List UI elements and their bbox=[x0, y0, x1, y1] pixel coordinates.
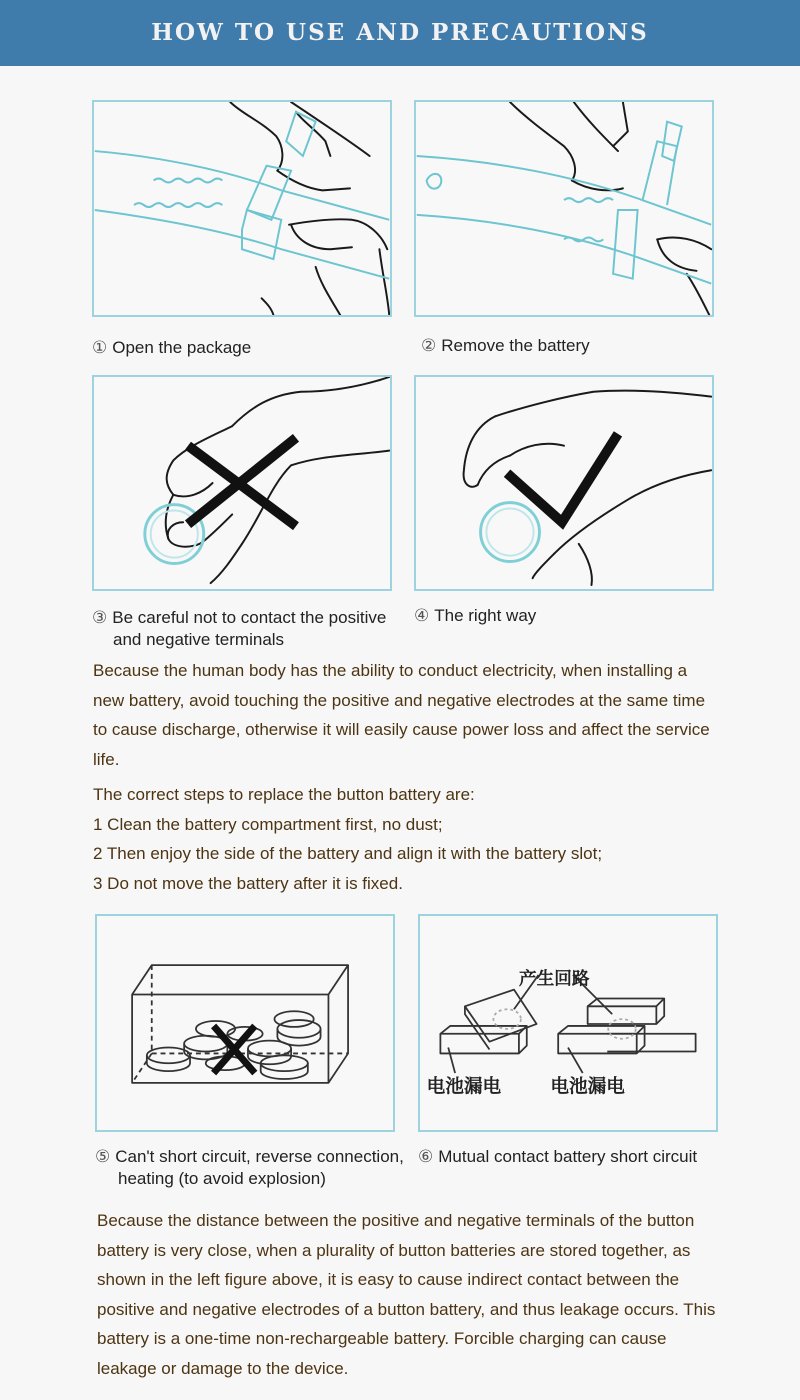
circuit-label: 产生回路 bbox=[518, 969, 590, 990]
storage-warning-paragraph: Because the distance between the positive and negative terminals of the button battery is very close, when a plurality of button batteries are stored together, as shown in the left figure above, it is easy to cause indirect contact between the positive and negative electrodes of a button battery, and thus leakage occurs. This battery is a one-time non-rechargeable battery. Forcible charging can cause leakage or damage to the device. bbox=[97, 1211, 716, 1378]
replacement-steps bbox=[93, 780, 713, 898]
step-1-caption: ① Open the package bbox=[92, 338, 252, 358]
replacement-step-item: 2 Then enjoy the side of the battery and align it with the battery slot; bbox=[93, 844, 603, 863]
illustration-stored-batteries bbox=[95, 914, 395, 1132]
step-2-caption: ② Remove the battery bbox=[421, 336, 590, 356]
step-5-caption: ⑤ Can't short circuit, reverse connection, heating (to avoid explosion) bbox=[95, 1147, 404, 1188]
page-header bbox=[0, 0, 800, 66]
step-3-caption: ③ Be careful not to contact the positive and negative terminals bbox=[92, 608, 387, 649]
illustration-remove-battery bbox=[414, 100, 714, 317]
illustration-right-way bbox=[414, 375, 714, 591]
illustration-open-package bbox=[92, 100, 392, 317]
leakage-label-right: 电池漏电 bbox=[550, 1076, 625, 1098]
step-6-caption: ⑥ Mutual contact battery short circuit bbox=[418, 1147, 698, 1167]
step-4-caption: ④ The right way bbox=[414, 606, 537, 626]
replacement-steps-intro: The correct steps to replace the button battery are: bbox=[93, 785, 475, 804]
illustration-wrong-way bbox=[92, 375, 392, 591]
illustration-mutual-contact bbox=[418, 914, 718, 1132]
replacement-step-item: 3 Do not move the battery after it is fixed. bbox=[93, 873, 403, 893]
leakage-label-left: 电池漏电 bbox=[426, 1076, 502, 1098]
page-title: HOW TO USE AND PRECAUTIONS bbox=[151, 19, 649, 46]
replacement-step-item: 1 Clean the battery compartment first, no dust; bbox=[93, 814, 443, 834]
conductivity-paragraph: Because the human body has the ability to conduct electricity, when installing a new battery, avoid touching the positive and negative electrodes at the same time to cause discharge, otherwise it will easily cause power loss and affect the service life. bbox=[93, 661, 710, 769]
